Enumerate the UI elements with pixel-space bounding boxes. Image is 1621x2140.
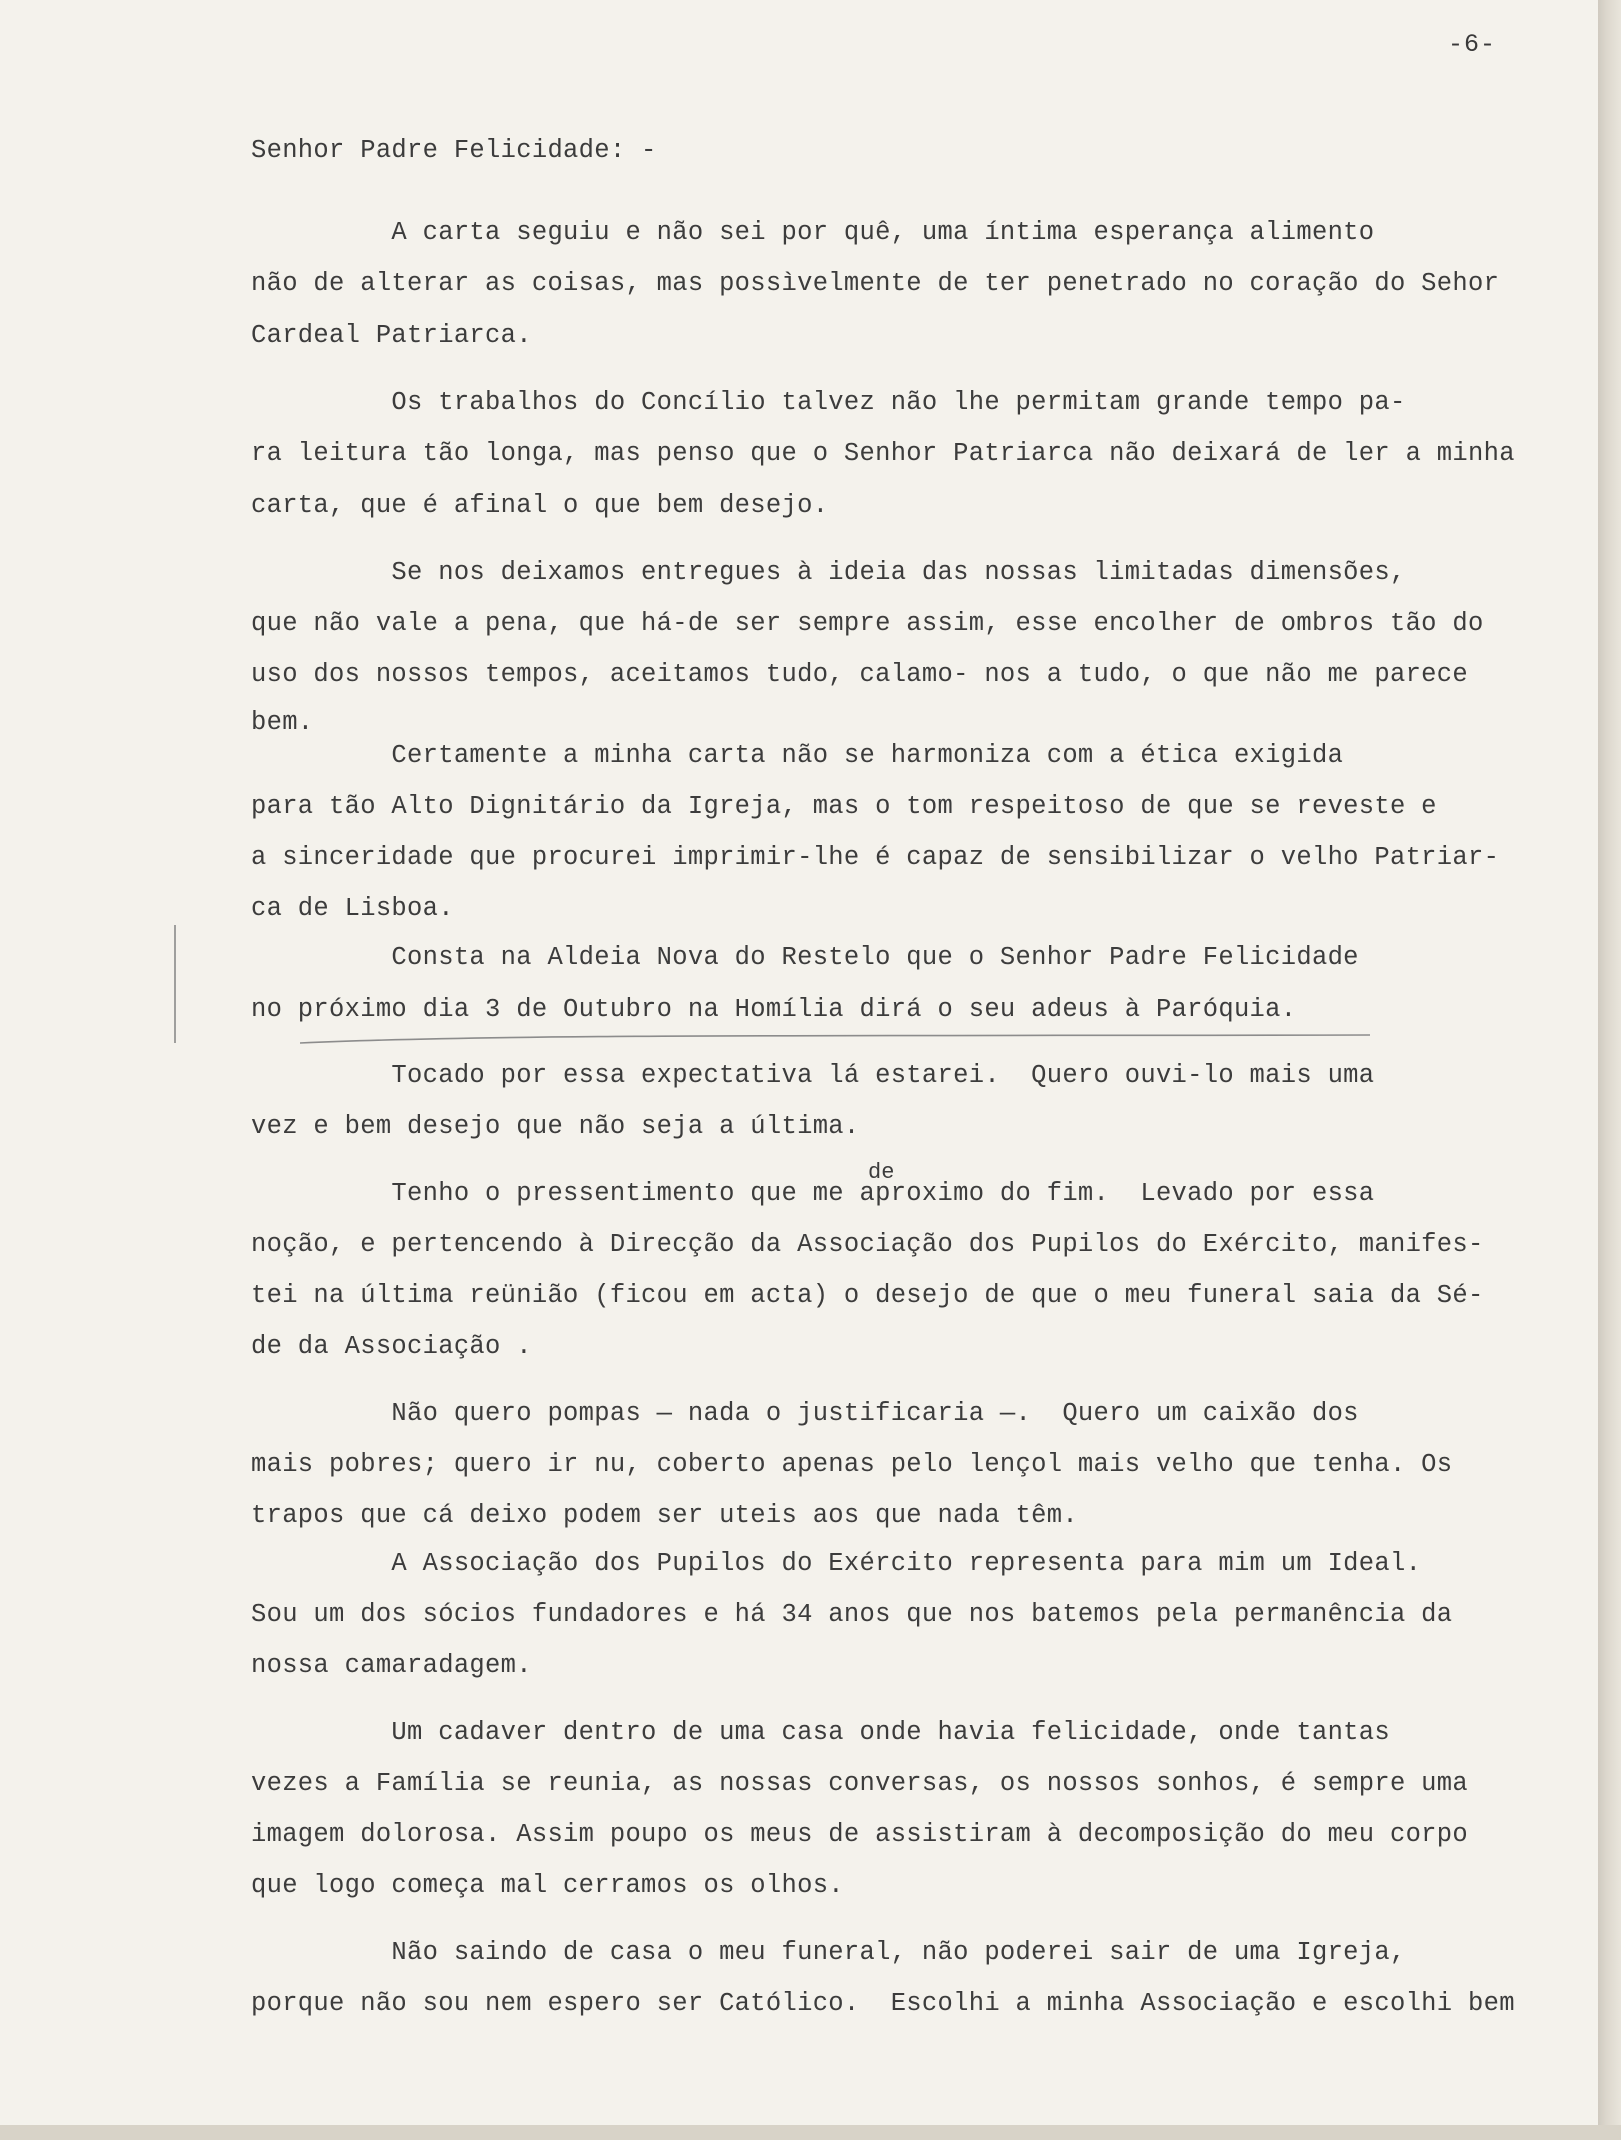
text-line: uso dos nossos tempos, aceitamos tudo, calamo- nos a tudo, o que não me parece	[251, 660, 1468, 689]
text-line: Não saindo de casa o meu funeral, não poderei sair de uma Igreja,	[251, 1938, 1406, 1967]
text-line: ra leitura tão longa, mas penso que o Senhor Patriarca não deixará de ler a minha	[251, 439, 1515, 468]
text-line: Cardeal Patriarca.	[251, 321, 532, 350]
text-line: Consta na Aldeia Nova do Restelo que o Senhor Padre Felicidade	[251, 943, 1359, 972]
text-line: no próximo dia 3 de Outubro na Homília dirá o seu adeus à Paróquia.	[251, 995, 1297, 1024]
text-line: vezes a Família se reunia, as nossas conversas, os nossos sonhos, é sempre uma	[251, 1769, 1468, 1798]
text-line: ca de Lisboa.	[251, 894, 454, 923]
pencil-underline	[300, 1032, 1370, 1046]
text-line: que não vale a pena, que há-de ser sempre assim, esse encolher de ombros tão do	[251, 609, 1484, 638]
text-line: trapos que cá deixo podem ser uteis aos que nada têm.	[251, 1501, 1078, 1530]
text-line: mais pobres; quero ir nu, coberto apenas pelo lençol mais velho que tenha. Os	[251, 1450, 1453, 1479]
inserted-word-annotation: de	[868, 1160, 895, 1185]
page-right-edge	[1598, 0, 1621, 2140]
margin-pencil-mark	[174, 925, 176, 1043]
text-line: a sinceridade que procurei imprimir-lhe é capaz de sensibilizar o velho Patriar-	[251, 843, 1500, 872]
text-line: Tocado por essa expectativa lá estarei. Quero ouvi-lo mais uma	[251, 1061, 1375, 1090]
text-line: porque não sou nem espero ser Católico. Escolhi a minha Associação e escolhi bem	[251, 1989, 1515, 2018]
text-line: carta, que é afinal o que bem desejo.	[251, 491, 829, 520]
text-line: Um cadaver dentro de uma casa onde havia felicidade, onde tantas	[251, 1718, 1390, 1747]
text-line: de da Associação .	[251, 1332, 532, 1361]
text-line: Não quero pompas — nada o justificaria —. Quero um caixão dos	[251, 1399, 1359, 1428]
page-number: -6-	[1448, 30, 1497, 59]
text-line: Se nos deixamos entregues à ideia das nossas limitadas dimensões,	[251, 558, 1406, 587]
text-line: Tenho o pressentimento que me aproximo do fim. Levado por essa	[251, 1179, 1375, 1208]
text-line: que logo começa mal cerramos os olhos.	[251, 1871, 844, 1900]
text-line: bem.	[251, 708, 314, 737]
text-line: não de alterar as coisas, mas possìvelmente de ter penetrado no coração do Sehor	[251, 269, 1500, 298]
salutation: Senhor Padre Felicidade: -	[251, 136, 657, 165]
text-line: para tão Alto Dignitário da Igreja, mas o tom respeitoso de que se reveste e	[251, 792, 1437, 821]
text-line: A carta seguiu e não sei por quê, uma íntima esperança alimento	[251, 218, 1375, 247]
text-line: vez e bem desejo que não seja a última.	[251, 1112, 860, 1141]
text-line: Os trabalhos do Concílio talvez não lhe permitam grande tempo pa-	[251, 388, 1406, 417]
text-line: Sou um dos sócios fundadores e há 34 anos que nos batemos pela permanência da	[251, 1600, 1453, 1629]
text-line: tei na última reünião (ficou em acta) o desejo de que o meu funeral saia da Sé-	[251, 1281, 1484, 1310]
text-line: Certamente a minha carta não se harmoniza com a ética exigida	[251, 741, 1344, 770]
text-line: imagem dolorosa. Assim poupo os meus de assistiram à decomposição do meu corpo	[251, 1820, 1468, 1849]
text-line: noção, e pertencendo à Direcção da Associação dos Pupilos do Exército, manifes-	[251, 1230, 1484, 1259]
text-line: A Associação dos Pupilos do Exército representa para mim um Ideal.	[251, 1549, 1422, 1578]
page-bottom-edge	[0, 2125, 1621, 2140]
text-line: nossa camaradagem.	[251, 1651, 532, 1680]
